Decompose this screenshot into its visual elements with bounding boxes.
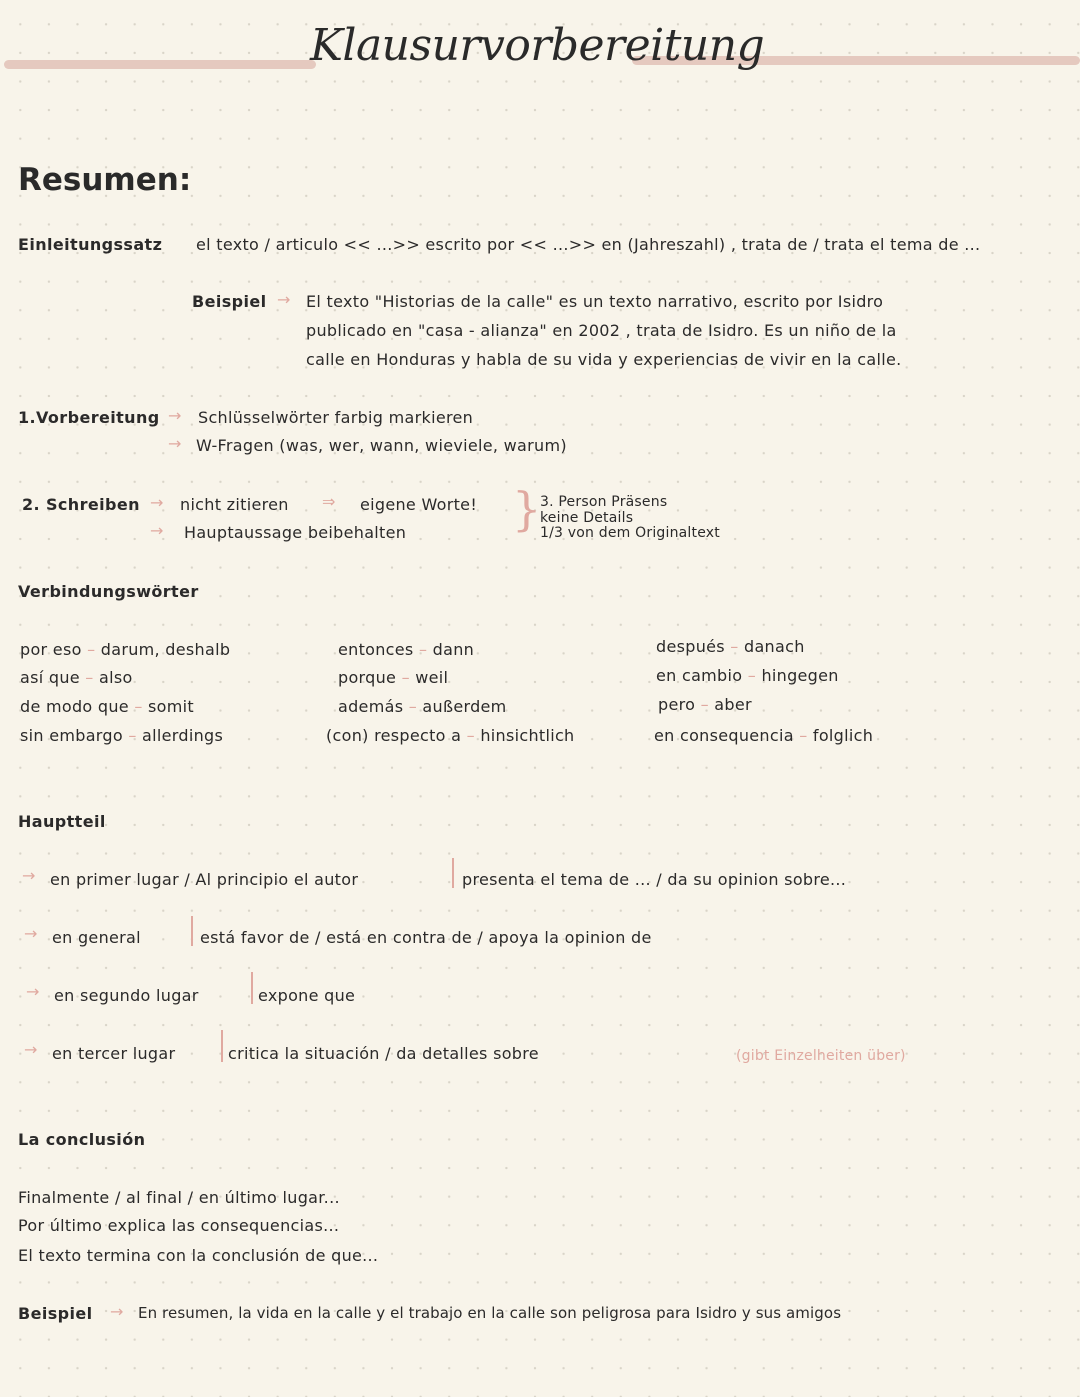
arrow-icon: →: [24, 924, 38, 943]
main-row-right: está favor de / está en contra de / apoya la opinion de: [200, 928, 652, 947]
connector-pair: en cambio – hingegen: [656, 666, 839, 685]
connector-pair: además – außerdem: [338, 697, 507, 716]
main-label: Hauptteil: [18, 812, 106, 831]
writing-item: Hauptaussage beibehalten: [184, 523, 407, 542]
connector-pair: (con) respecto a – hinsichtlich: [326, 726, 575, 745]
connector-pair: entonces – dann: [338, 640, 475, 659]
main-row-left: en tercer lugar: [52, 1044, 176, 1063]
conclusion-line: Finalmente / al final / en último lugar...: [18, 1188, 340, 1207]
divider: [221, 1030, 223, 1062]
writing-item: nicht zitieren: [180, 495, 289, 514]
conclusion-label: La conclusión: [18, 1130, 146, 1149]
writing-note: keine Details: [540, 510, 634, 526]
main-row-left: en segundo lugar: [54, 986, 199, 1005]
main-note: (gibt Einzelheiten über): [736, 1048, 906, 1064]
intro-label: Einleitungssatz: [18, 235, 163, 254]
arrow-icon: →: [168, 434, 182, 453]
arrow-icon: →: [110, 1302, 124, 1321]
arrow-icon: →: [150, 493, 164, 512]
connector-pair: después – danach: [656, 637, 805, 656]
conclusion-line: El texto termina con la conclusión de que...: [18, 1246, 379, 1265]
conclusion-line: Por último explica las consequencias...: [18, 1216, 340, 1235]
connectors-label: Verbindungswörter: [18, 582, 199, 601]
example2-label: Beispiel: [18, 1304, 93, 1323]
example1-label: Beispiel: [192, 292, 267, 311]
arrow-icon: →: [24, 1040, 38, 1059]
arrow-icon: →: [277, 290, 291, 309]
arrow-icon: →: [150, 521, 164, 540]
header-bar-left: [4, 60, 316, 69]
section-heading: Resumen:: [18, 162, 192, 198]
divider: [452, 858, 454, 888]
connector-pair: sin embargo – allerdings: [20, 726, 224, 745]
connector-pair: por eso – darum, deshalb: [20, 640, 231, 659]
page-title: Klausurvorbereitung: [310, 20, 765, 71]
intro-text: el texto / articulo << ...>> escrito por << ...>> en (Jahreszahl) , trata de / trata el tema de ...: [196, 235, 981, 254]
divider: [251, 972, 253, 1004]
example1-line: El texto "Historias de la calle" es un texto narrativo, escrito por Isidro: [306, 292, 884, 311]
arrow-icon: →: [168, 406, 182, 425]
main-row-left: en primer lugar / Al principio el autor: [50, 870, 359, 889]
connector-pair: porque – weil: [338, 668, 449, 687]
arrow-icon: →: [26, 982, 40, 1001]
prep-item: W-Fragen (was, wer, wann, wieviele, warum): [196, 436, 567, 455]
connector-pair: de modo que – somit: [20, 697, 194, 716]
prep-item: Schlüsselwörter farbig markieren: [198, 408, 474, 427]
divider: [191, 916, 193, 946]
brace-icon: }: [512, 482, 542, 536]
arrow-icon: →: [22, 866, 36, 885]
connector-pair: pero – aber: [658, 695, 752, 714]
writing-note: 1/3 von dem Originaltext: [540, 525, 720, 541]
main-row-right: presenta el tema de ... / da su opinion sobre...: [462, 870, 847, 889]
main-row-right: critica la situación / da detalles sobre: [228, 1044, 539, 1063]
writing-note: 3. Person Präsens: [540, 494, 668, 510]
main-row-right: expone que: [258, 986, 356, 1005]
example2-text: En resumen, la vida en la calle y el trabajo en la calle son peligrosa para Isidro y sus amigos: [138, 1304, 842, 1322]
main-row-left: en general: [52, 928, 141, 947]
connector-pair: así que – also: [20, 668, 133, 687]
connector-pair: en consequencia – folglich: [654, 726, 874, 745]
example1-line: publicado en "casa - alianza" en 2002 , trata de Isidro. Es un niño de la: [306, 321, 897, 340]
writing-item: eigene Worte!: [360, 495, 478, 514]
double-arrow-icon: ⇒: [322, 492, 336, 511]
example1-line: calle en Honduras y habla de su vida y experiencias de vivir en la calle.: [306, 350, 902, 369]
writing-label: 2. Schreiben: [22, 495, 140, 514]
prep-label: 1.Vorbereitung: [18, 408, 160, 427]
